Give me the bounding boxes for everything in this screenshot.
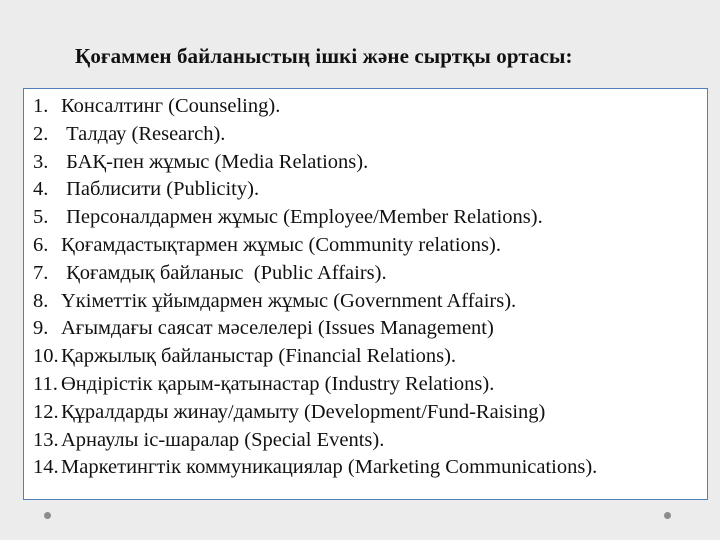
list-item bbox=[33, 176, 707, 204]
item-number: 14. bbox=[33, 456, 59, 479]
item-text: Арнаулы іс-шаралар (Special Events). bbox=[61, 428, 385, 451]
list-item bbox=[33, 343, 707, 371]
item-text: Өндірістік қарым-қатынастар (Industry Relations). bbox=[61, 372, 495, 395]
item-number: 1. bbox=[33, 95, 49, 117]
item-text: Паблисити (Publicity). bbox=[61, 178, 260, 201]
list-item bbox=[33, 427, 707, 455]
list-item bbox=[33, 454, 707, 482]
item-text: Қоғамдық байланыс (Public Affairs). bbox=[61, 261, 387, 284]
list-item bbox=[33, 204, 707, 232]
decorative-dot-right bbox=[664, 512, 671, 519]
item-number: 6. bbox=[33, 233, 49, 256]
list-item bbox=[33, 288, 707, 316]
item-number: 4. bbox=[33, 178, 49, 201]
item-text: Үкіметтік ұйымдармен жұмыс (Government Affairs). bbox=[61, 289, 517, 312]
content-box bbox=[23, 88, 708, 500]
item-text: Ағымдағы саясат мәселелері (Issues Management) bbox=[61, 317, 494, 340]
list-item bbox=[33, 121, 707, 149]
item-number: 12. bbox=[33, 400, 59, 423]
item-number: 8. bbox=[33, 289, 49, 312]
item-text: Қаржылық байланыстар (Financial Relations). bbox=[61, 345, 457, 368]
list-item bbox=[33, 149, 707, 177]
list-item bbox=[33, 399, 707, 427]
list-item bbox=[33, 315, 707, 343]
slide-title: Қоғаммен байланыстың ішкі және сыртқы ортасы: bbox=[75, 44, 573, 68]
list-item bbox=[33, 260, 707, 288]
item-number: 7. bbox=[33, 261, 49, 284]
item-text: Қоғамдастықтармен жұмыс (Community relations). bbox=[61, 233, 501, 256]
item-list bbox=[24, 89, 707, 482]
item-text: Персоналдармен жұмыс (Employee/Member Relations). bbox=[61, 206, 543, 229]
item-text: БАҚ-пен жұмыс (Media Relations). bbox=[61, 150, 369, 173]
item-number: 2. bbox=[33, 122, 49, 145]
decorative-dot-left bbox=[44, 512, 51, 519]
item-number: 3. bbox=[33, 150, 49, 173]
item-text: Консалтинг (Counseling). bbox=[61, 95, 281, 117]
item-number: 11. bbox=[33, 372, 58, 395]
list-item bbox=[33, 93, 707, 121]
item-number: 13. bbox=[33, 428, 59, 451]
item-number: 5. bbox=[33, 206, 49, 229]
item-number: 9. bbox=[33, 317, 49, 340]
item-text: Маркетингтік коммуникациялар (Marketing Communications). bbox=[61, 456, 598, 479]
item-text: Құралдарды жинау/дамыту (Development/Fund-Raising) bbox=[61, 400, 546, 423]
item-text: Талдау (Research). bbox=[61, 122, 226, 145]
list-item bbox=[33, 232, 707, 260]
list-item bbox=[33, 371, 707, 399]
item-number: 10. bbox=[33, 345, 59, 368]
